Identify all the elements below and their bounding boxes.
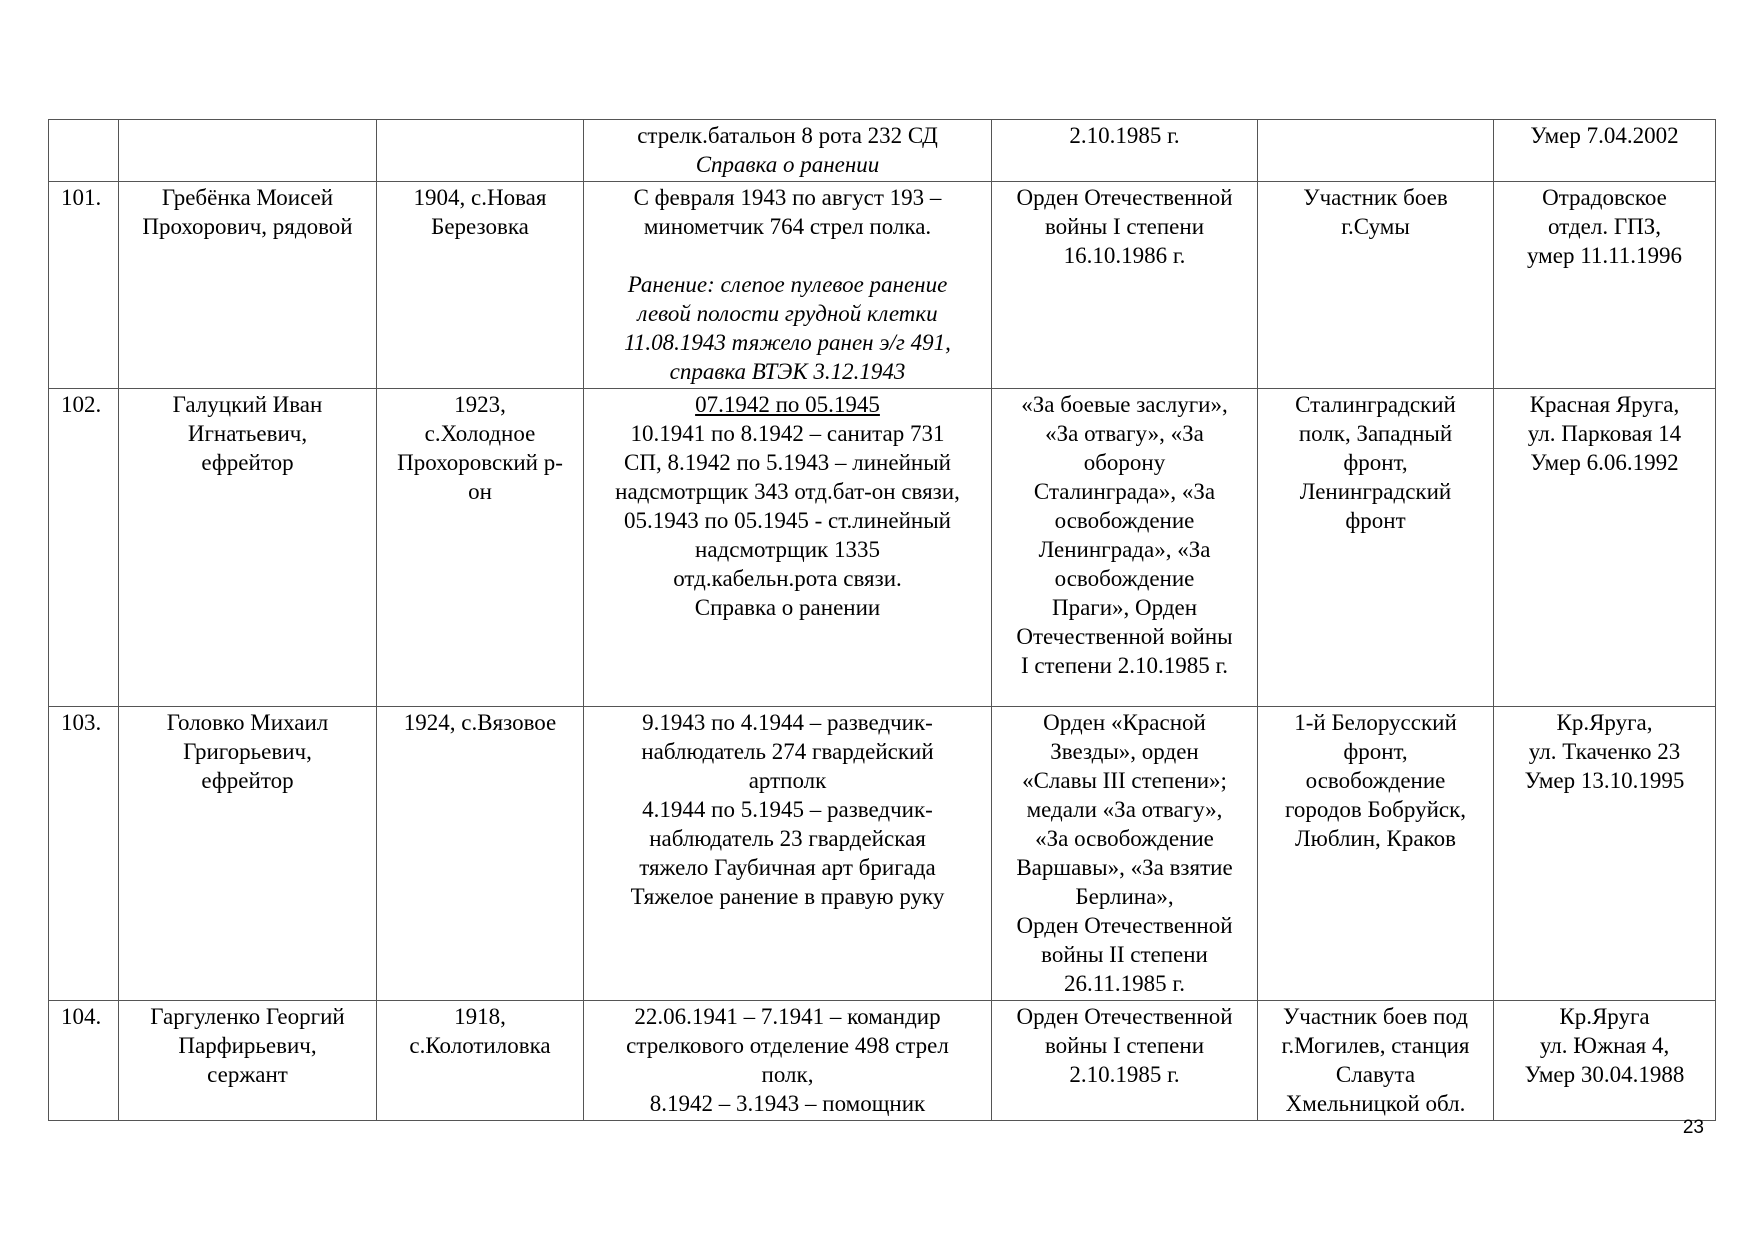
birth-info: 1923, с.Холодное Прохоровский р- он — [377, 389, 584, 707]
residence: Кр.Яруга, ул. Ткаченко 23 Умер 13.10.1995 — [1494, 707, 1716, 1001]
veterans-table — [48, 119, 1716, 1121]
residence: Отрадовское отдел. ГПЗ, умер 11.11.1996 — [1494, 182, 1716, 389]
row-number: 101. — [49, 182, 119, 389]
battle-front: 1-й Белорусский фронт, освобождение городов Бобруйск, Люблин, Краков — [1258, 707, 1494, 1001]
battle-front: Участник боев под г.Могилев, станция Славута Хмельницкой обл. — [1258, 1001, 1494, 1121]
battle-front: Сталинградский полк, Западный фронт, Ленинградский фронт — [1258, 389, 1494, 707]
service-text: С февраля 1943 по август 193 – минометчик 764 стрел полка. — [633, 185, 942, 239]
residence: Красная Яруга, ул. Парковая 14 Умер 6.06.1992 — [1494, 389, 1716, 707]
service-record — [584, 120, 992, 182]
birth-info: 1904, с.Новая Березовка — [377, 182, 584, 389]
awards: «За боевые заслуги», «За отвагу», «За оборону Сталинграда», «За освобождение Ленинграда», «За освобождение Праги», Орден Отечественной войны I степени 2.10.1985 г. — [992, 389, 1258, 707]
residence: Умер 7.04.2002 — [1494, 120, 1716, 182]
awards: Орден «Красной Звезды», орден «Славы III степени»; медали «За отвагу», «За освобождение Варшавы», «За взятие Берлина», Орден Отечественной войны II степени 26.11.1985 г. — [992, 707, 1258, 1001]
page-number: 23 — [1682, 1117, 1704, 1138]
wound-note: Ранение: слепое пулевое ранение левой полости грудной клетки 11.08.1943 тяжело ранен э/г 491, справка ВТЭК 3.12.1943 — [624, 272, 951, 384]
service-record: 9.1943 по 4.1944 – разведчик- наблюдатель 274 гвардейский артполк 4.1944 по 5.1945 – разведчик- наблюдатель 23 гвардейская тяжело Гаубичная арт бригада Тяжелое ранение в правую руку — [584, 707, 992, 1001]
awards: Орден Отечественной войны I степени 2.10.1985 г. — [992, 1001, 1258, 1121]
birth-info — [377, 120, 584, 182]
birth-info: 1918, с.Колотиловка — [377, 1001, 584, 1121]
service-record — [584, 389, 992, 707]
wound-note: Справка о ранении — [695, 152, 880, 177]
table-row — [49, 707, 1716, 1001]
awards: Орден Отечественной войны I степени 16.10.1986 г. — [992, 182, 1258, 389]
person-name — [119, 120, 377, 182]
row-number: 102. — [49, 389, 119, 707]
service-text: стрелк.батальон 8 рота 232 СД — [637, 123, 938, 148]
table-row — [49, 389, 1716, 707]
person-name: Галуцкий Иван Игнатьевич, ефрейтор — [119, 389, 377, 707]
person-name: Гребёнка Моисей Прохорович, рядовой — [119, 182, 377, 389]
birth-info: 1924, с.Вязовое — [377, 707, 584, 1001]
person-name: Головко Михаил Григорьевич, ефрейтор — [119, 707, 377, 1001]
row-number: 104. — [49, 1001, 119, 1121]
row-number — [49, 120, 119, 182]
awards: 2.10.1985 г. — [992, 120, 1258, 182]
battle-front — [1258, 120, 1494, 182]
battle-front: Участник боев г.Сумы — [1258, 182, 1494, 389]
service-record: 22.06.1941 – 7.1941 – командир стрелкового отделение 498 стрел полк, 8.1942 – 3.1943 – помощник — [584, 1001, 992, 1121]
table-row — [49, 1001, 1716, 1121]
service-period-heading: 07.1942 по 05.1945 — [695, 392, 880, 417]
table-row — [49, 182, 1716, 389]
table-row — [49, 120, 1716, 182]
row-number: 103. — [49, 707, 119, 1001]
person-name: Гаргуленко Георгий Парфирьевич, сержант — [119, 1001, 377, 1121]
service-text: 10.1941 по 8.1942 – санитар 731 СП, 8.1942 по 5.1943 – линейный надсмотрщик 343 отд.бат-он связи, 05.1943 по 05.1945 - ст.линейный надсмотрщик 1335 отд.кабельн.рота связи. Справка о ранении — [615, 421, 960, 620]
service-record — [584, 182, 992, 389]
residence: Кр.Яруга ул. Южная 4, Умер 30.04.1988 — [1494, 1001, 1716, 1121]
